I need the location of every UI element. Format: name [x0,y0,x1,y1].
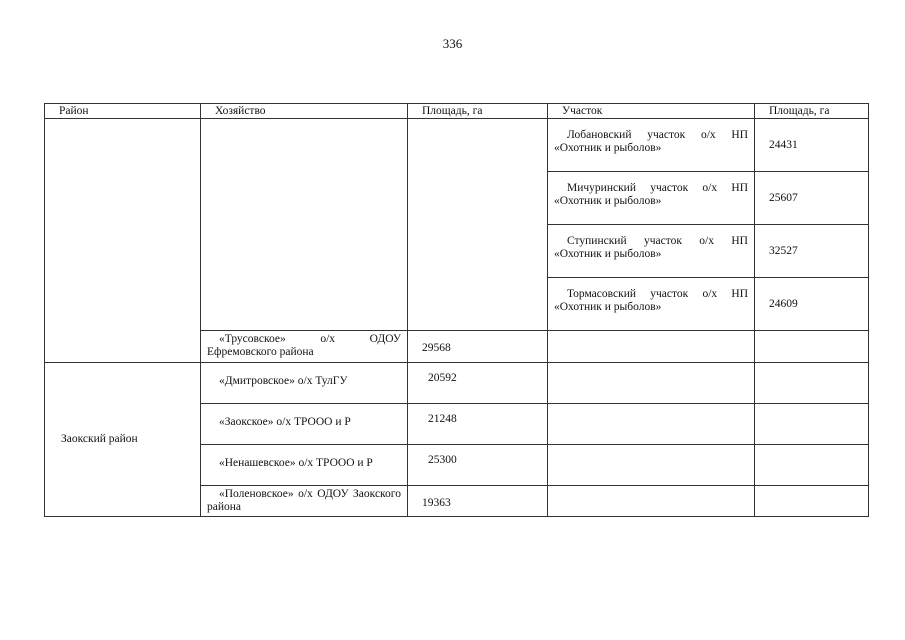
plot-area-cell-empty [755,331,869,363]
plot-area-cell: 25607 [755,172,869,225]
plot-cell-empty [548,404,755,445]
plot-area-cell: 32527 [755,225,869,278]
plot-area-cell-empty [755,486,869,517]
plot-cell: Тормасовский участок о/х НП «Охотник и рыболов» [548,278,755,331]
district-cell: Заокский район [45,363,201,517]
plot-area-cell-empty [755,363,869,404]
farm-area-cell: 29568 [408,331,548,363]
farm-cell: «Поленовское» о/х ОДОУ Заокского района [201,486,408,517]
plot-cell-empty [548,486,755,517]
farm-cell-empty [201,119,408,331]
district-cell-empty [45,119,201,363]
farm-cell: «Трусовское» о/х ОДОУ Ефремовского района [201,331,408,363]
plot-area-cell: 24431 [755,119,869,172]
header-plot: Участок [548,104,755,119]
header-plot-area: Площадь, га [755,104,869,119]
plot-cell-empty [548,363,755,404]
plot-area-cell-empty [755,404,869,445]
plot-cell-empty [548,331,755,363]
header-row [45,104,869,119]
table-row [45,363,869,404]
header-district: Район [45,104,201,119]
farm-cell: «Ненашевское» о/х ТРООО и Р [201,445,408,486]
farm-cell: «Дмитровское» о/х ТулГУ [201,363,408,404]
header-farm-area: Площадь, га [408,104,548,119]
farm-area-cell: 20592 [408,363,548,404]
plot-cell: Лобановский участок о/х НП «Охотник и рыболов» [548,119,755,172]
farm-area-cell: 21248 [408,404,548,445]
header-farm: Хозяйство [201,104,408,119]
hunting-grounds-table [44,103,869,517]
plot-cell: Ступинский участок о/х НП «Охотник и рыболов» [548,225,755,278]
plot-area-cell-empty [755,445,869,486]
farm-area-cell-empty [408,119,548,331]
table-row [45,119,869,172]
page-number: 336 [442,36,463,51]
plot-area-cell: 24609 [755,278,869,331]
farm-area-cell: 19363 [408,486,548,517]
farm-cell: «Заокское» о/х ТРООО и Р [201,404,408,445]
plot-cell: Мичуринский участок о/х НП «Охотник и рыболов» [548,172,755,225]
farm-area-cell: 25300 [408,445,548,486]
plot-cell-empty [548,445,755,486]
